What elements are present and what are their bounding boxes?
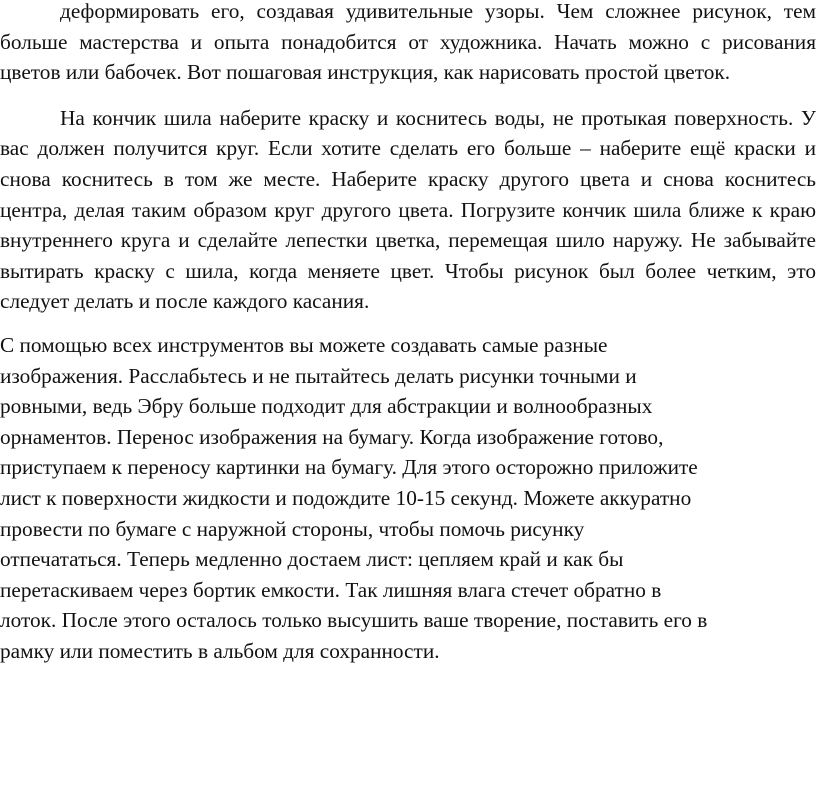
paragraph-3-line: рамку или поместить в альбом для сохранности.: [0, 638, 440, 663]
paragraph-3-line: приступаем к переносу картинки на бумагу. Для этого осторожно приложите: [0, 455, 698, 480]
paragraph-3-line: провести по бумаге с наружной стороны, чтобы помочь рисунку: [0, 516, 585, 541]
paragraph-3-line: отпечататься. Теперь медленно достаем лист: цепляем край и как бы: [0, 547, 624, 572]
paragraph-3-line: С помощью всех инструментов вы можете создавать самые разные: [0, 332, 608, 357]
paragraph-3-line: ровными, ведь Эбру больше подходит для абстракции и волнообразных: [0, 394, 653, 419]
paragraph-3: [0, 330, 816, 667]
paragraph-2: На кончик шила наберите краску и коснитесь воды, не протыкая поверхность. У вас должен получится круг. Если хотите сделать его больше – наберите ещё краски и снова коснитесь в том же месте. Наберите краску другого цвета и снова коснитесь центра, делая таким образом круг другого цвета. Погрузите кончик шила ближе к краю внутреннего круга и сделайте лепестки цветка, перемещая шило наружу. Не забывайте вытирать краску с шила, когда меняете цвет. Чтобы рисунок был более четким, это следует делать и после каждого касания.: [0, 105, 816, 314]
paragraph-3-line: перетаскиваем через бортик емкости. Так лишняя влага стечет обратно в: [0, 577, 662, 602]
paragraph-3-line: орнаментов. Перенос изображения на бумагу. Когда изображение готово,: [0, 424, 664, 449]
paragraph-3-line: лист к поверхности жидкости и подождите 10-15 секунд. Можете аккуратно: [0, 485, 692, 510]
paragraph-3-line: изображения. Расслабьтесь и не пытайтесь делать рисунки точными и: [0, 363, 637, 388]
paragraph-1: деформировать его, создавая удивительные узоры. Чем сложнее рисунок, тем больше мастерства и опыта понадобится от художника. Начать можно с рисования цветов или бабочек. Вот пошаговая инструкция, как нарисовать простой цветок.: [0, 0, 816, 85]
paragraph-3-line: лоток. После этого осталось только высушить ваше творение, поставить его в: [0, 608, 708, 633]
